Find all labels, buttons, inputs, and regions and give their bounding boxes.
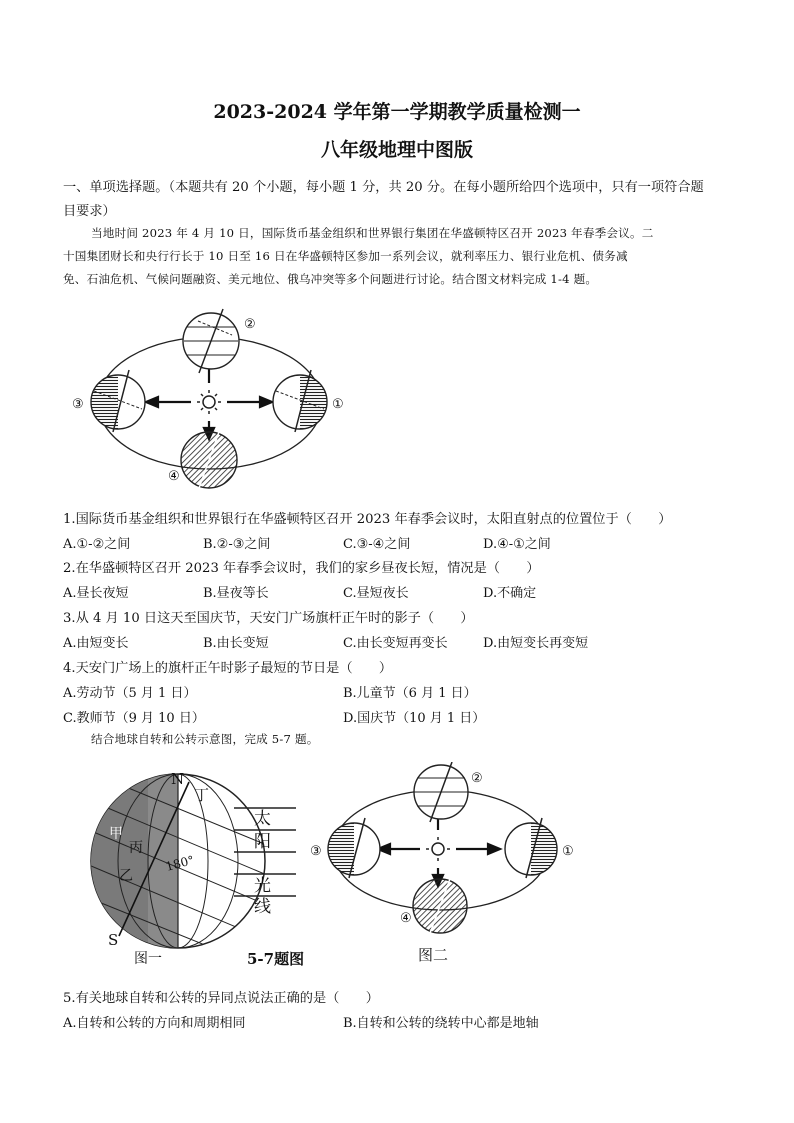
point-jia-label: 甲 bbox=[109, 826, 123, 842]
passage-1-line3: 免、石油危机、气候问题融资、美元地位、俄乌冲突等多个问题进行讨论。结合图文材料完成 1-4 题。 bbox=[63, 272, 598, 286]
q1-option-b[interactable]: B.②-③之间 bbox=[203, 537, 271, 552]
q3-option-b[interactable]: B.由长变短 bbox=[203, 636, 269, 651]
q4-option-a[interactable]: A.劳动节（5 月 1 日） bbox=[63, 686, 197, 701]
figure-group-caption: 5-7题图 bbox=[247, 950, 305, 968]
question-1: 1.国际货币基金组织和世界银行在华盛顿特区召开 2023 年春季会议时，太阳直射点的位置位于（ ） bbox=[63, 512, 672, 527]
figure-1-caption: 图一 bbox=[134, 951, 162, 967]
question-3: 3.从 4 月 10 日这天至国庆节，天安门广场旗杆正午时的影子（ ） bbox=[63, 611, 474, 626]
q5-option-b[interactable]: B.自转和公转的绕转中心都是地轴 bbox=[343, 1016, 539, 1031]
section-heading-line2: 目要求） bbox=[63, 204, 116, 219]
earth-icon bbox=[414, 762, 468, 822]
q1-option-c[interactable]: C.③-④之间 bbox=[343, 537, 411, 552]
fig2-position-label-2: ② bbox=[471, 771, 483, 786]
q5-option-a[interactable]: A.自转和公转的方向和周期相同 bbox=[63, 1016, 246, 1031]
position-label-2: ② bbox=[244, 317, 256, 332]
fig2-position-label-3: ③ bbox=[310, 844, 322, 859]
sun-icon bbox=[197, 390, 221, 414]
exam-subtitle: 八年级地理中图版 bbox=[320, 139, 473, 161]
exam-title: 2023-2024 学年第一学期教学质量检测一 bbox=[213, 101, 581, 123]
earth-icon bbox=[273, 370, 327, 432]
point-bing-label: 丙 bbox=[129, 840, 143, 856]
q1-option-d[interactable]: D.④-①之间 bbox=[483, 537, 551, 552]
earth-icon bbox=[413, 876, 467, 936]
position-label-4: ④ bbox=[168, 469, 180, 484]
q4-option-c[interactable]: C.教师节（9 月 10 日） bbox=[63, 711, 205, 726]
fig2-position-label-4: ④ bbox=[400, 911, 412, 926]
sunlight-rays bbox=[230, 800, 300, 915]
position-label-3: ③ bbox=[72, 397, 84, 412]
q2-option-b[interactable]: B.昼夜等长 bbox=[203, 586, 269, 601]
passage-2-text: 结合地球自转和公转示意图，完成 5-7 题。 bbox=[91, 732, 319, 746]
sunlight-char-3: 光 bbox=[254, 876, 271, 896]
q3-option-d[interactable]: D.由短变长再变短 bbox=[483, 636, 589, 651]
longitude-label: 180° bbox=[164, 852, 196, 874]
north-pole-label: N bbox=[171, 770, 185, 788]
revolution-figure-2 bbox=[308, 762, 583, 972]
question-5: 5.有关地球自转和公转的异同点说法正确的是（ ） bbox=[63, 991, 379, 1006]
passage-1-line2: 十国集团财长和央行行长于 10 日至 16 日在华盛顿特区参加一系列会议，就利率压力、银行业危机、债务减 bbox=[63, 249, 628, 263]
revolution-diagram-1 bbox=[66, 307, 356, 497]
sunlight-char-2: 阳 bbox=[254, 832, 271, 852]
passage-2 bbox=[63, 728, 739, 751]
earth-icon bbox=[181, 429, 237, 491]
q3-option-c[interactable]: C.由长变短再变长 bbox=[343, 636, 448, 651]
sunlight-char-1: 太 bbox=[254, 809, 271, 829]
q4-option-b[interactable]: B.儿童节（6 月 1 日） bbox=[343, 686, 477, 701]
q2-option-a[interactable]: A.昼长夜短 bbox=[63, 586, 129, 601]
earth-icon bbox=[183, 309, 239, 373]
passage-1-line1: 当地时间 2023 年 4 月 10 日，国际货币基金组织和世界银行集团在华盛顿特区召开 2023 年春季会议。二 bbox=[91, 226, 654, 240]
passage-1 bbox=[63, 222, 739, 291]
q1-option-a[interactable]: A.①-②之间 bbox=[63, 537, 131, 552]
q4-option-d[interactable]: D.国庆节（10 月 1 日） bbox=[343, 711, 486, 726]
fig2-position-label-1: ① bbox=[562, 844, 574, 859]
question-4: 4.天安门广场上的旗杆正午时影子最短的节日是（ ） bbox=[63, 661, 393, 676]
q2-option-d[interactable]: D.不确定 bbox=[483, 586, 537, 601]
point-yi-label: 乙 bbox=[119, 868, 133, 884]
earth-icon bbox=[505, 818, 557, 878]
earth-icon bbox=[328, 818, 380, 878]
position-label-1: ① bbox=[332, 397, 344, 412]
q2-option-c[interactable]: C.昼短夜长 bbox=[343, 586, 409, 601]
question-2: 2.在华盛顿特区召开 2023 年春季会议时，我们的家乡昼夜长短，情况是（ ） bbox=[63, 561, 540, 576]
section-heading-line1: 一、单项选择题。（本题共有 20 个小题，每小题 1 分，共 20 分。在每小题所给四个选项中，只有一项符合题 bbox=[63, 180, 704, 195]
q3-option-a[interactable]: A.由短变长 bbox=[63, 636, 129, 651]
sunlight-char-4: 线 bbox=[254, 897, 271, 915]
sun-icon bbox=[426, 837, 450, 861]
figure-2-caption: 图二 bbox=[418, 946, 449, 964]
south-pole-label: S bbox=[108, 931, 119, 949]
earth-icon bbox=[91, 370, 145, 432]
point-ding-label: 丁 bbox=[194, 786, 210, 804]
